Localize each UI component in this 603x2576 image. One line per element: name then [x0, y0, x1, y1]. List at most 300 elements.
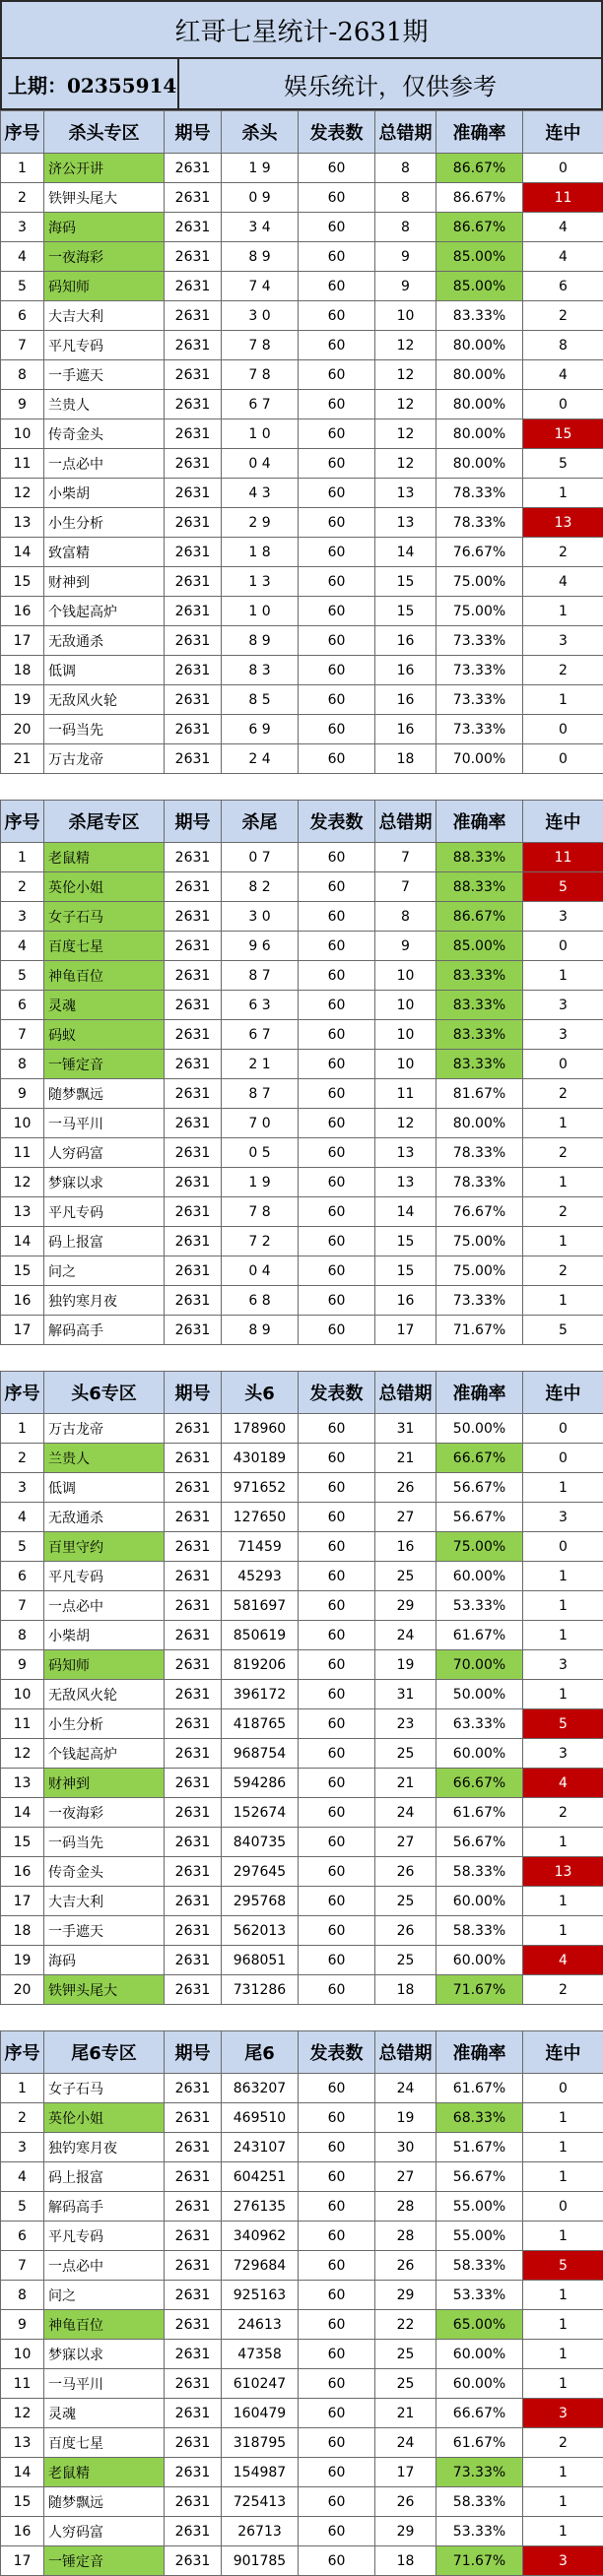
cell-accuracy: 66.67% — [436, 1769, 523, 1798]
cell-index: 15 — [1, 1828, 44, 1857]
cell-streak: 0 — [523, 2074, 603, 2103]
cell-pick: 2 1 — [222, 1050, 299, 1079]
cell-accuracy: 60.00% — [436, 1562, 523, 1591]
cell-index: 6 — [1, 1562, 44, 1591]
cell-misses: 12 — [375, 419, 436, 449]
cell-pick: 2 9 — [222, 508, 299, 538]
cell-posts: 60 — [299, 1138, 375, 1168]
sub-header — [0, 59, 603, 110]
cell-period: 2631 — [165, 715, 222, 744]
table-row — [1, 1946, 603, 1975]
cell-pick: 604251 — [222, 2162, 299, 2192]
cell-expert: 平凡专码 — [44, 2222, 165, 2251]
cell-accuracy: 60.00% — [436, 1887, 523, 1916]
cell-streak: 2 — [523, 1975, 603, 2005]
cell-expert: 个钱起高炉 — [44, 1739, 165, 1769]
cell-accuracy: 56.67% — [436, 1828, 523, 1857]
cell-accuracy: 65.00% — [436, 2310, 523, 2340]
cell-period: 2631 — [165, 1444, 222, 1473]
cell-streak: 0 — [523, 932, 603, 961]
cell-posts: 60 — [299, 2458, 375, 2487]
column-header: 尾6 — [222, 2031, 299, 2074]
table-row — [1, 272, 603, 301]
cell-accuracy: 85.00% — [436, 272, 523, 301]
cell-pick: 318795 — [222, 2428, 299, 2458]
table-row — [1, 1532, 603, 1562]
table-row — [1, 1591, 603, 1621]
cell-index: 5 — [1, 2192, 44, 2222]
cell-pick: 297645 — [222, 1857, 299, 1887]
cell-index: 17 — [1, 1887, 44, 1916]
table-header-row — [1, 801, 603, 843]
cell-pick: 8 2 — [222, 872, 299, 902]
cell-posts: 60 — [299, 1444, 375, 1473]
cell-period: 2631 — [165, 843, 222, 872]
cell-misses: 11 — [375, 1079, 436, 1109]
section-gap — [0, 1345, 603, 1371]
cell-accuracy: 75.00% — [436, 1227, 523, 1256]
cell-streak: 1 — [523, 1473, 603, 1503]
cell-expert: 梦寐以求 — [44, 1168, 165, 1197]
cell-accuracy: 55.00% — [436, 2222, 523, 2251]
stats-table — [0, 1371, 603, 2005]
cell-streak: 3 — [523, 991, 603, 1020]
cell-pick: 7 8 — [222, 360, 299, 390]
cell-period: 2631 — [165, 1414, 222, 1444]
cell-misses: 26 — [375, 1916, 436, 1946]
cell-period: 2631 — [165, 1621, 222, 1650]
cell-streak: 0 — [523, 1532, 603, 1562]
cell-pick: 594286 — [222, 1769, 299, 1798]
cell-pick: 295768 — [222, 1887, 299, 1916]
cell-pick: 154987 — [222, 2458, 299, 2487]
table-row — [1, 2428, 603, 2458]
column-header: 连中 — [523, 111, 603, 154]
cell-misses: 15 — [375, 1227, 436, 1256]
cell-accuracy: 58.33% — [436, 1916, 523, 1946]
cell-streak: 1 — [523, 1591, 603, 1621]
cell-index: 5 — [1, 272, 44, 301]
cell-pick: 562013 — [222, 1916, 299, 1946]
cell-period: 2631 — [165, 183, 222, 213]
cell-misses: 10 — [375, 301, 436, 331]
cell-index: 7 — [1, 1591, 44, 1621]
cell-pick: 8 7 — [222, 1079, 299, 1109]
cell-period: 2631 — [165, 2133, 222, 2162]
cell-pick: 840735 — [222, 1828, 299, 1857]
cell-streak: 1 — [523, 2458, 603, 2487]
cell-period: 2631 — [165, 2369, 222, 2399]
cell-index: 12 — [1, 1739, 44, 1769]
cell-expert: 小柴胡 — [44, 1621, 165, 1650]
table-row — [1, 1286, 603, 1316]
cell-index: 18 — [1, 1916, 44, 1946]
cell-accuracy: 60.00% — [436, 1739, 523, 1769]
cell-index: 7 — [1, 1020, 44, 1050]
cell-expert: 一马平川 — [44, 2369, 165, 2399]
table-row — [1, 2133, 603, 2162]
cell-posts: 60 — [299, 508, 375, 538]
cell-expert: 码上报富 — [44, 2162, 165, 2192]
table-row — [1, 419, 603, 449]
cell-expert: 一点必中 — [44, 449, 165, 479]
table-row — [1, 656, 603, 685]
page-title: 红哥七星统计-2631期 — [0, 0, 603, 59]
cell-pick: 1 3 — [222, 567, 299, 597]
cell-streak: 2 — [523, 1079, 603, 1109]
cell-streak: 4 — [523, 1946, 603, 1975]
cell-posts: 60 — [299, 2281, 375, 2310]
table-row — [1, 449, 603, 479]
cell-period: 2631 — [165, 419, 222, 449]
cell-expert: 大吉大利 — [44, 1887, 165, 1916]
cell-expert: 百度七星 — [44, 932, 165, 961]
cell-pick: 863207 — [222, 2074, 299, 2103]
cell-posts: 60 — [299, 1562, 375, 1591]
cell-index: 4 — [1, 1503, 44, 1532]
cell-period: 2631 — [165, 567, 222, 597]
cell-streak: 0 — [523, 744, 603, 774]
column-header: 期号 — [165, 2031, 222, 2074]
cell-accuracy: 83.33% — [436, 1050, 523, 1079]
cell-posts: 60 — [299, 715, 375, 744]
cell-period: 2631 — [165, 2428, 222, 2458]
column-header: 总错期 — [375, 2031, 436, 2074]
cell-accuracy: 88.33% — [436, 843, 523, 872]
cell-pick: 729684 — [222, 2251, 299, 2281]
column-header: 总错期 — [375, 1372, 436, 1414]
cell-period: 2631 — [165, 272, 222, 301]
table-row — [1, 1256, 603, 1286]
column-header: 发表数 — [299, 801, 375, 843]
cell-accuracy: 66.67% — [436, 1444, 523, 1473]
cell-misses: 17 — [375, 1316, 436, 1345]
cell-streak: 5 — [523, 1316, 603, 1345]
cell-misses: 27 — [375, 2162, 436, 2192]
cell-index: 20 — [1, 715, 44, 744]
cell-accuracy: 83.33% — [436, 961, 523, 991]
cell-misses: 18 — [375, 744, 436, 774]
cell-posts: 60 — [299, 1286, 375, 1316]
cell-expert: 低调 — [44, 1473, 165, 1503]
cell-streak: 0 — [523, 390, 603, 419]
cell-expert: 小生分析 — [44, 508, 165, 538]
cell-pick: 45293 — [222, 1562, 299, 1591]
cell-expert: 无敌风火轮 — [44, 685, 165, 715]
cell-misses: 7 — [375, 872, 436, 902]
cell-expert: 老鼠精 — [44, 2458, 165, 2487]
cell-index: 3 — [1, 213, 44, 242]
table-row — [1, 2192, 603, 2222]
cell-misses: 25 — [375, 1739, 436, 1769]
column-header: 杀头专区 — [44, 111, 165, 154]
cell-pick: 968754 — [222, 1739, 299, 1769]
cell-period: 2631 — [165, 1739, 222, 1769]
cell-expert: 万古龙帝 — [44, 1414, 165, 1444]
cell-posts: 60 — [299, 1079, 375, 1109]
table-row — [1, 1020, 603, 1050]
table-row — [1, 1709, 603, 1739]
cell-index: 9 — [1, 2310, 44, 2340]
cell-misses: 29 — [375, 2281, 436, 2310]
cell-expert: 致富精 — [44, 538, 165, 567]
cell-posts: 60 — [299, 1798, 375, 1828]
cell-misses: 14 — [375, 538, 436, 567]
table-row — [1, 991, 603, 1020]
cell-accuracy: 80.00% — [436, 1109, 523, 1138]
cell-pick: 7 8 — [222, 331, 299, 360]
cell-misses: 10 — [375, 1050, 436, 1079]
cell-misses: 29 — [375, 2517, 436, 2546]
cell-misses: 24 — [375, 1621, 436, 1650]
stats-tables — [0, 110, 603, 2576]
cell-streak: 4 — [523, 242, 603, 272]
cell-expert: 独钓寒月夜 — [44, 1286, 165, 1316]
table-row — [1, 1621, 603, 1650]
cell-posts: 60 — [299, 2340, 375, 2369]
cell-misses: 16 — [375, 626, 436, 656]
cell-posts: 60 — [299, 360, 375, 390]
cell-index: 14 — [1, 1798, 44, 1828]
cell-posts: 60 — [299, 1256, 375, 1286]
cell-streak: 4 — [523, 360, 603, 390]
cell-expert: 兰贵人 — [44, 1444, 165, 1473]
cell-streak: 1 — [523, 1109, 603, 1138]
cell-index: 16 — [1, 2517, 44, 2546]
cell-misses: 24 — [375, 2428, 436, 2458]
cell-index: 2 — [1, 2103, 44, 2133]
cell-posts: 60 — [299, 272, 375, 301]
cell-pick: 6 7 — [222, 390, 299, 419]
cell-posts: 60 — [299, 2517, 375, 2546]
cell-misses: 21 — [375, 1769, 436, 1798]
cell-expert: 人穷码富 — [44, 2517, 165, 2546]
cell-pick: 610247 — [222, 2369, 299, 2399]
cell-accuracy: 86.67% — [436, 902, 523, 932]
cell-posts: 60 — [299, 2192, 375, 2222]
cell-pick: 396172 — [222, 1680, 299, 1709]
cell-accuracy: 75.00% — [436, 597, 523, 626]
cell-pick: 0 4 — [222, 1256, 299, 1286]
cell-accuracy: 70.00% — [436, 1650, 523, 1680]
table-row — [1, 1197, 603, 1227]
cell-index: 5 — [1, 961, 44, 991]
cell-accuracy: 71.67% — [436, 2546, 523, 2576]
cell-accuracy: 83.33% — [436, 1020, 523, 1050]
table-row — [1, 626, 603, 656]
cell-streak: 2 — [523, 538, 603, 567]
column-header: 准确率 — [436, 1372, 523, 1414]
cell-misses: 12 — [375, 449, 436, 479]
table-row — [1, 715, 603, 744]
cell-accuracy: 61.67% — [436, 1621, 523, 1650]
table-row — [1, 1769, 603, 1798]
cell-accuracy: 80.00% — [436, 390, 523, 419]
column-header: 准确率 — [436, 801, 523, 843]
cell-accuracy: 53.33% — [436, 1591, 523, 1621]
cell-posts: 60 — [299, 1316, 375, 1345]
cell-index: 13 — [1, 508, 44, 538]
cell-period: 2631 — [165, 2310, 222, 2340]
column-header: 尾6专区 — [44, 2031, 165, 2074]
cell-streak: 1 — [523, 1621, 603, 1650]
cell-streak: 1 — [523, 1916, 603, 1946]
cell-index: 1 — [1, 1414, 44, 1444]
cell-accuracy: 80.00% — [436, 449, 523, 479]
table-row — [1, 242, 603, 272]
cell-accuracy: 73.33% — [436, 2458, 523, 2487]
cell-streak: 1 — [523, 2517, 603, 2546]
cell-expert: 百度七星 — [44, 2428, 165, 2458]
cell-misses: 31 — [375, 1680, 436, 1709]
cell-streak: 2 — [523, 656, 603, 685]
cell-expert: 兰贵人 — [44, 390, 165, 419]
table-row — [1, 744, 603, 774]
cell-streak: 2 — [523, 1138, 603, 1168]
cell-accuracy: 60.00% — [436, 2369, 523, 2399]
cell-misses: 28 — [375, 2192, 436, 2222]
cell-misses: 25 — [375, 1946, 436, 1975]
table-row — [1, 1316, 603, 1345]
cell-period: 2631 — [165, 1138, 222, 1168]
column-header: 发表数 — [299, 1372, 375, 1414]
cell-misses: 24 — [375, 2074, 436, 2103]
cell-pick: 340962 — [222, 2222, 299, 2251]
table-row — [1, 685, 603, 715]
cell-posts: 60 — [299, 1680, 375, 1709]
table-row — [1, 2162, 603, 2192]
cell-accuracy: 71.67% — [436, 1316, 523, 1345]
cell-index: 14 — [1, 1227, 44, 1256]
cell-index: 15 — [1, 1256, 44, 1286]
cell-misses: 27 — [375, 1503, 436, 1532]
cell-expert: 女子石马 — [44, 2074, 165, 2103]
column-header: 发表数 — [299, 2031, 375, 2074]
table-row — [1, 2103, 603, 2133]
cell-pick: 152674 — [222, 1798, 299, 1828]
disclaimer-label: 娱乐统计，仅供参考 — [179, 59, 601, 108]
cell-accuracy: 71.67% — [436, 1975, 523, 2005]
cell-streak: 2 — [523, 301, 603, 331]
table-row — [1, 961, 603, 991]
cell-accuracy: 50.00% — [436, 1414, 523, 1444]
cell-period: 2631 — [165, 1709, 222, 1739]
column-header: 杀头 — [222, 111, 299, 154]
cell-misses: 7 — [375, 843, 436, 872]
cell-expert: 万古龙帝 — [44, 744, 165, 774]
cell-index: 14 — [1, 538, 44, 567]
cell-expert: 英伦小姐 — [44, 872, 165, 902]
cell-period: 2631 — [165, 1650, 222, 1680]
cell-streak: 0 — [523, 2192, 603, 2222]
cell-streak: 3 — [523, 1739, 603, 1769]
cell-accuracy: 61.67% — [436, 2428, 523, 2458]
column-header: 发表数 — [299, 111, 375, 154]
section-gap — [0, 2005, 603, 2030]
cell-misses: 25 — [375, 2369, 436, 2399]
cell-period: 2631 — [165, 1916, 222, 1946]
cell-period: 2631 — [165, 902, 222, 932]
cell-posts: 60 — [299, 626, 375, 656]
cell-period: 2631 — [165, 744, 222, 774]
cell-expert: 小柴胡 — [44, 479, 165, 508]
cell-streak: 4 — [523, 213, 603, 242]
cell-period: 2631 — [165, 2487, 222, 2517]
cell-streak: 1 — [523, 597, 603, 626]
cell-pick: 6 7 — [222, 1020, 299, 1050]
cell-pick: 24613 — [222, 2310, 299, 2340]
cell-streak: 0 — [523, 1414, 603, 1444]
cell-pick: 0 4 — [222, 449, 299, 479]
table-row — [1, 2399, 603, 2428]
cell-expert: 无敌通杀 — [44, 1503, 165, 1532]
cell-index: 13 — [1, 1197, 44, 1227]
cell-accuracy: 80.00% — [436, 360, 523, 390]
cell-streak: 3 — [523, 2399, 603, 2428]
cell-expert: 问之 — [44, 2281, 165, 2310]
cell-expert: 码知师 — [44, 272, 165, 301]
cell-expert: 女子石马 — [44, 902, 165, 932]
cell-accuracy: 86.67% — [436, 183, 523, 213]
cell-index: 16 — [1, 1857, 44, 1887]
cell-expert: 灵魂 — [44, 991, 165, 1020]
cell-misses: 26 — [375, 1857, 436, 1887]
cell-misses: 23 — [375, 1709, 436, 1739]
cell-misses: 13 — [375, 1168, 436, 1197]
cell-pick: 1 8 — [222, 538, 299, 567]
cell-pick: 968051 — [222, 1946, 299, 1975]
cell-accuracy: 75.00% — [436, 1532, 523, 1562]
column-header: 期号 — [165, 111, 222, 154]
cell-expert: 梦寐以求 — [44, 2340, 165, 2369]
cell-index: 12 — [1, 479, 44, 508]
cell-posts: 60 — [299, 1473, 375, 1503]
cell-expert: 随梦飘远 — [44, 1079, 165, 1109]
table-row — [1, 2546, 603, 2576]
cell-posts: 60 — [299, 1769, 375, 1798]
cell-accuracy: 88.33% — [436, 872, 523, 902]
cell-period: 2631 — [165, 1020, 222, 1050]
table-row — [1, 1916, 603, 1946]
table-row — [1, 597, 603, 626]
cell-streak: 13 — [523, 508, 603, 538]
table-row — [1, 2251, 603, 2281]
cell-streak: 3 — [523, 1503, 603, 1532]
cell-posts: 60 — [299, 154, 375, 183]
stats-table — [0, 800, 603, 1345]
cell-index: 10 — [1, 419, 44, 449]
cell-streak: 1 — [523, 2310, 603, 2340]
section-gap — [0, 774, 603, 800]
cell-posts: 60 — [299, 2133, 375, 2162]
cell-period: 2631 — [165, 154, 222, 183]
cell-posts: 60 — [299, 1414, 375, 1444]
cell-misses: 30 — [375, 2133, 436, 2162]
cell-period: 2631 — [165, 1828, 222, 1857]
table-row — [1, 1050, 603, 1079]
cell-posts: 60 — [299, 1857, 375, 1887]
cell-period: 2631 — [165, 1798, 222, 1828]
cell-misses: 13 — [375, 1138, 436, 1168]
cell-accuracy: 53.33% — [436, 2281, 523, 2310]
cell-index: 16 — [1, 1286, 44, 1316]
cell-posts: 60 — [299, 242, 375, 272]
cell-accuracy: 63.33% — [436, 1709, 523, 1739]
cell-period: 2631 — [165, 2251, 222, 2281]
column-header: 期号 — [165, 1372, 222, 1414]
cell-posts: 60 — [299, 390, 375, 419]
cell-misses: 25 — [375, 1562, 436, 1591]
